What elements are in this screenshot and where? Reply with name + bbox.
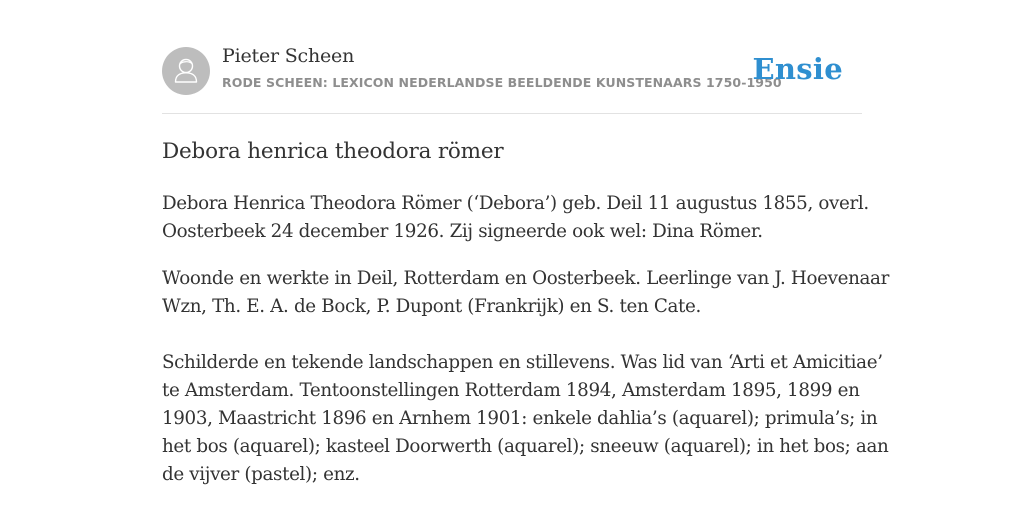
paragraph-line: Woonde en werkte in Deil, Rotterdam en Oosterbeek. Leerlinge van J. Hoevenaar [162,268,889,289]
paragraph-line: de vijver (pastel); enz. [162,464,360,485]
source-title[interactable]: RODE SCHEEN: LEXICON NEDERLANDSE BEELDENDE KUNSTENAARS 1750-1950 [222,75,782,90]
paragraph-line: te Amsterdam. Tentoonstellingen Rotterdam 1894, Amsterdam 1895, 1899 en [162,380,860,401]
ensie-logo[interactable]: Ensie [752,52,843,86]
header [162,0,862,114]
paragraph-line: Wzn, Th. E. A. de Bock, P. Dupont (Frankrijk) en S. ten Cate. [162,296,701,317]
paragraph-line: Debora Henrica Theodora Römer (‘Debora’) geb. Deil 11 augustus 1855, overl. [162,193,869,214]
article-title: Debora henrica theodora römer [162,139,504,164]
paragraph-1 [162,190,869,246]
paragraph-line: Oosterbeek 24 december 1926. Zij signeerde ook wel: Dina Römer. [162,221,763,242]
user-icon [162,47,210,95]
paragraph-3 [162,349,889,489]
content-container [162,0,889,485]
author-name[interactable]: Pieter Scheen [222,45,355,67]
paragraph-line: het bos (aquarel); kasteel Doorwerth (aquarel); sneeuw (aquarel); in het bos; aan [162,436,889,457]
paragraph-2 [162,265,889,321]
paragraph-line: 1903, Maastricht 1896 en Arnhem 1901: enkele dahlia’s (aquarel); primula’s; in [162,408,878,429]
paragraph-line: Schilderde en tekende landschappen en stillevens. Was lid van ‘Arti et Amicitiae’ [162,352,883,373]
author-avatar[interactable] [162,47,210,95]
